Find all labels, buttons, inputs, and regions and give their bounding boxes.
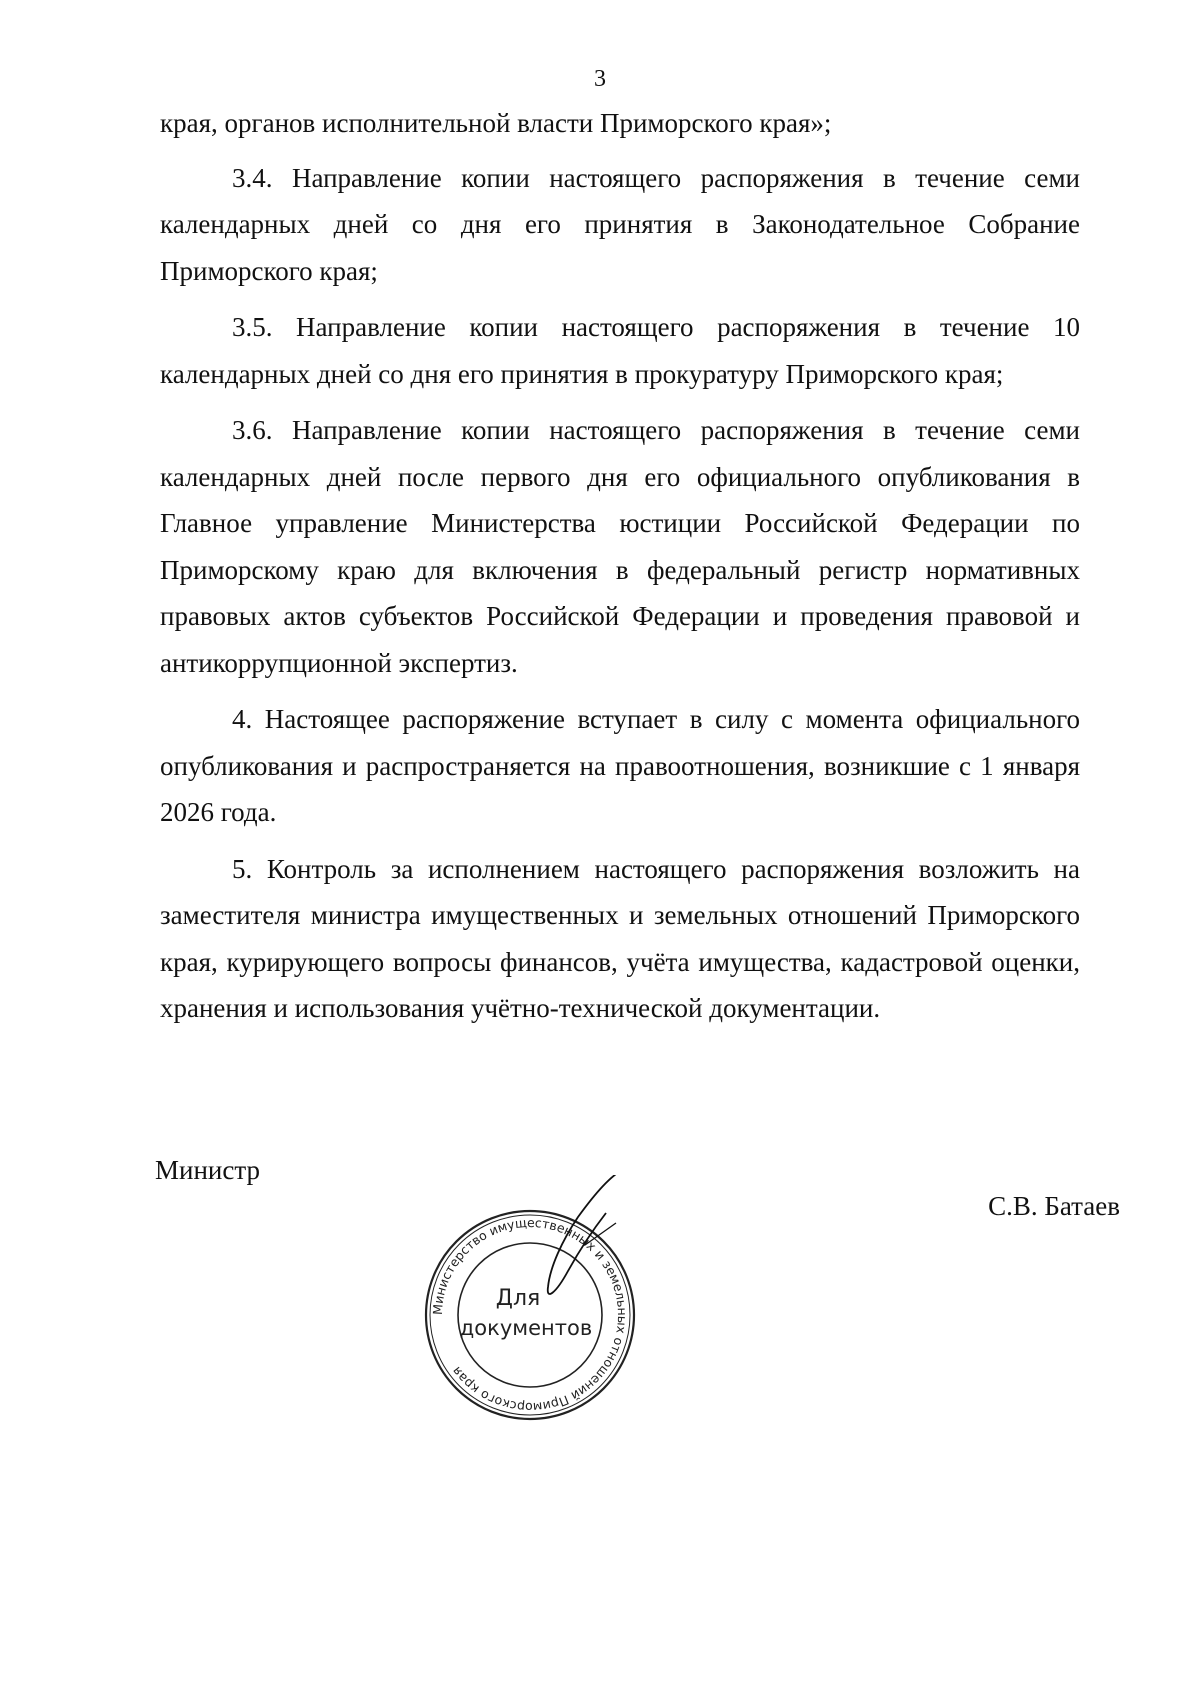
- signatory-title: Министр: [155, 1155, 260, 1185]
- seal-graphic: [380, 1175, 680, 1455]
- paragraph-3-4: 3.4. Направление копии настоящего распоряжения в течение семи календарных дней со дня его принятия в Законодательное Собрание Приморского края;: [160, 162, 1080, 286]
- signatory-name: С.В. Батаев: [988, 1191, 1120, 1221]
- paragraph-3-6: 3.6. Направление копии настоящего распоряжения в течение семи календарных дней после первого дня его официального опубликования в Главное управление Министерства юстиции Российской Федерации по Приморскому краю для включения в федеральный регистр нормативных правовых актов субъектов Российской Федерации и проведения правовой и антикоррупционной экспертиз.: [160, 415, 1080, 678]
- paragraph-5: 5. Контроль за исполнением настоящего распоряжения возложить на заместителя министра имущественных и земельных отношений Приморского края, курирующего вопросы финансов, учёта имущества, кадастровой оценки, хранения и использования учётно-технической документации.: [160, 853, 1080, 1023]
- seal-inner-ring: [458, 1243, 602, 1387]
- seal-ring-text: Министерство имущественных и земельных отношений Приморского края: [429, 1214, 631, 1416]
- seal-center-line2: документов: [459, 1316, 593, 1340]
- signature-block: [150, 1155, 1130, 1475]
- paragraph-continuation: края, органов исполнительной власти Приморского края»;: [160, 108, 832, 138]
- official-seal-stamp: [380, 1175, 680, 1455]
- page-number: 3: [594, 66, 606, 92]
- paragraph-3-5: 3.5. Направление копии настоящего распоряжения в течение 10 календарных дней со дня его принятия в прокуратуру Приморского края;: [160, 312, 1080, 389]
- paragraph-4: 4. Настоящее распоряжение вступает в силу с момента официального опубликования и распространяется на правоотношения, возникшие с 1 января 2026 года.: [160, 704, 1080, 827]
- seal-center-line1: Для: [495, 1286, 541, 1311]
- document-body: [160, 100, 1080, 1042]
